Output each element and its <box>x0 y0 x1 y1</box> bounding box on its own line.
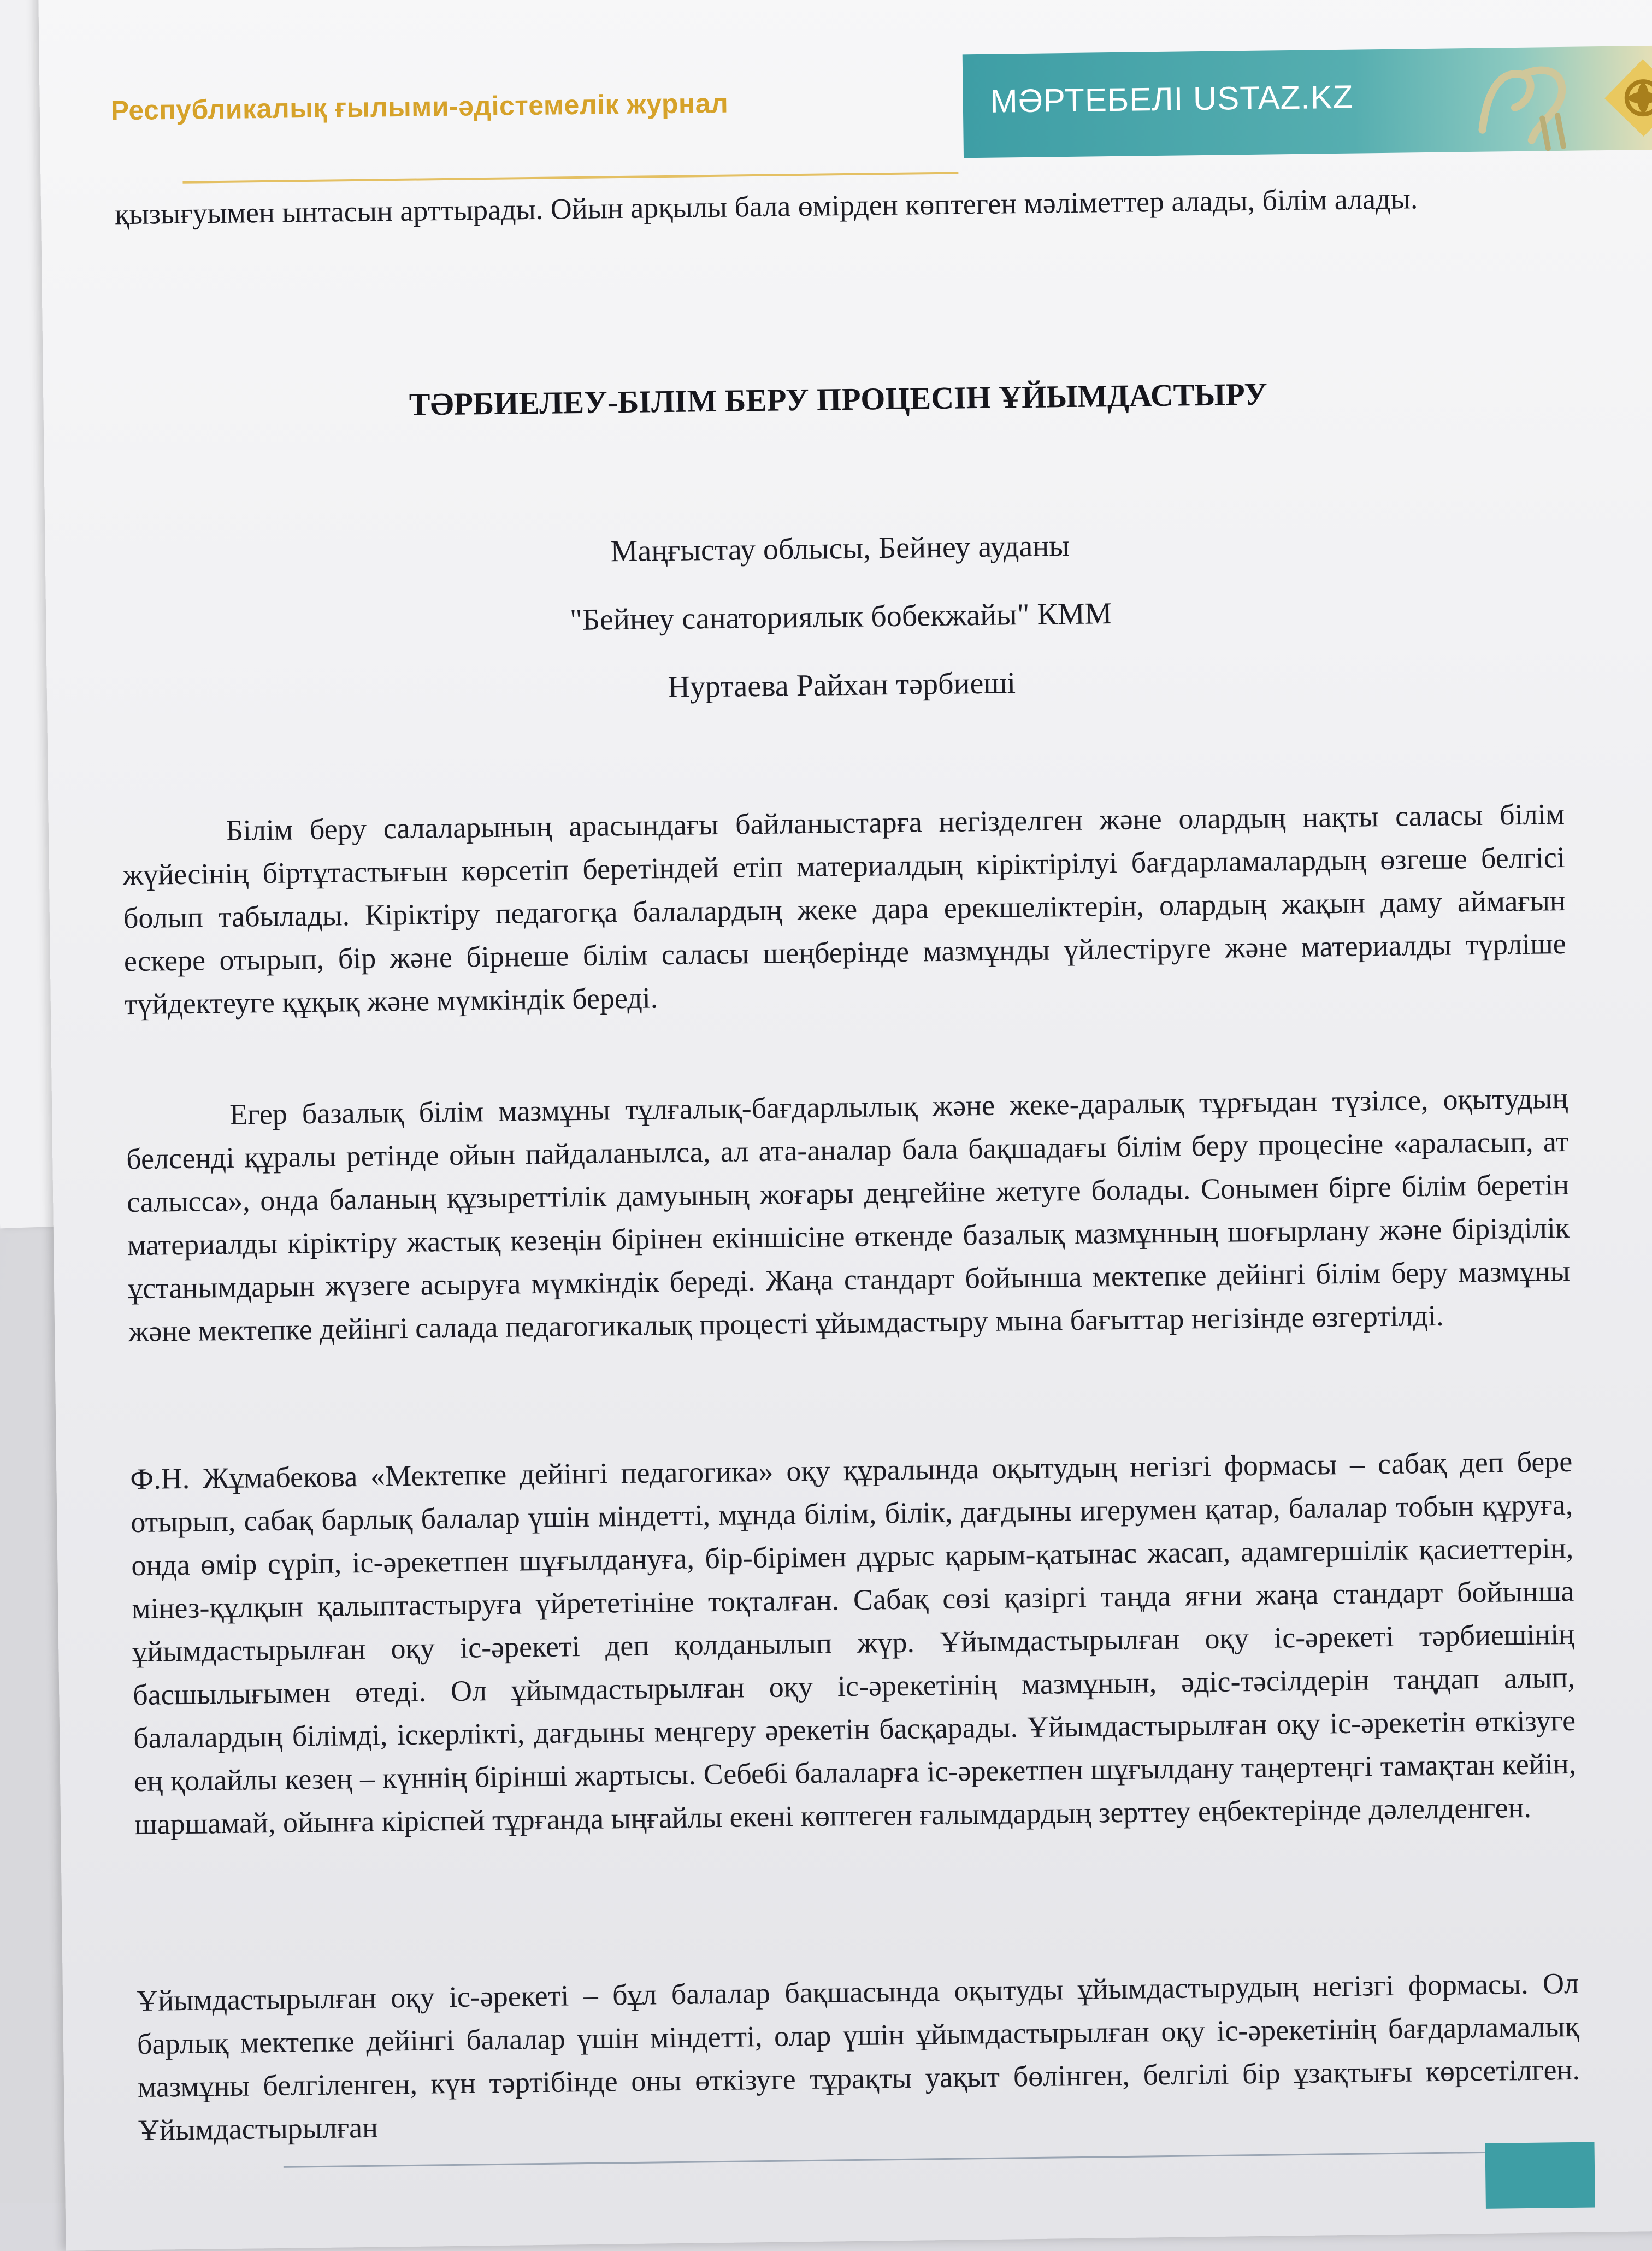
header-rule <box>182 172 958 183</box>
author-institution: "Бейнеу санаториялык бобекжайы" КММ <box>569 597 1112 638</box>
intro-paragraph: қызығуымен ынтасын арттырады. Ойын арқылы бала өмірден көптеген мәліметтер алады, білім алады. <box>114 182 1418 231</box>
article-title: ТӘРБИЕЛЕУ-БІЛІМ БЕРУ ПРОЦЕСІН ҰЙЫМДАСТЫРУ <box>409 376 1268 422</box>
journal-page <box>38 0 1652 2251</box>
kazakh-ornament-icon <box>1596 51 1652 145</box>
paragraph-1: Білім беру салаларының арасындағы байланыстарға негізделген және олардың нақты саласы білім жүйесінің біртұтастығын көрсетіп беретіндей етіп материалдың кіріктірілуі бағдарламалардың өзгеше белгісі болып табылады. Кіріктіру педагогқа балалардың жеке дара ерекшеліктерін, олардың жақын даму аймағын ескере отырып, бір және бірнеше білім саласы шеңберінде мазмұнды үйлестіруге және материалды түрліше түйдектеуге құқық және мүмкіндік береді. <box>122 797 1567 1021</box>
author-region: Маңғыстау облысы, Бейнеу ауданы <box>610 529 1070 569</box>
paragraph-3: Ф.Н. Жұмабекова «Мектепке дейінгі педагогика» оқу құралында оқытудың негізгі формасы – сабақ деп бере отырып, сабақ барлық балалар үшін міндетті, мұнда білім, білік, дағдыны игерумен қатар, балалар тобын құруға, онда өмір сүріп, іс-әрекетпен шұғылдануға, бір-бірімен дұрыс қарым-қатынас жасап, адамгершілік қасиеттерін, мінез-құлқын қалыптастыруға үйрететініне тоқталған. Сабақ сөзі қазіргі таңда яғни жаңа стандарт бойынша ұйымдастырылған оқу іс-әрекеті деп қолданылып жүр. Ұйымдастырылған оқу іс-әрекеті тәрбиешінің басшылығымен өтеді. Ол ұйымдастырылған оқу іс-әрекетінің мазмұнын, әдіс-тәсілдерін таңдап алып, балалардың білімді, іскерлікті, дағдыны меңгеру әрекетін басқарады. Ұйымдастырылған оқу іс-әрекетін өткізуге ең қолайлы кезең – күннің бірінші жартысы. Себебі балаларға іс-әрекетпен шұғылдану таңертеңгі тамақтан кейін, шаршамай, ойынға кіріспей тұрғанда ыңғайлы екені көптеген ғалымдардың зерттеу еңбектерінде дәлелденген. <box>130 1445 1577 1841</box>
journal-name: Республикалық ғылыми-әдістемелік журнал <box>110 87 729 126</box>
author-name: Нуртаева Райхан тәрбиеші <box>668 666 1016 705</box>
ustaz-monogram-icon <box>1471 52 1581 152</box>
footer-rule <box>284 2151 1540 2168</box>
brand-banner <box>963 45 1652 158</box>
paragraph-2: Егер базалық білім мазмұны тұлғалық-бағдарлылық және жеке-даралық тұрғыдан түзілсе, оқытудың белсенді құралы ретінде ойын пайдаланылса, ал ата-аналар бала бақшадағы білім беру процесіне «араласып, ат салысса», онда баланың құзыреттілік дамуының жоғары деңгейіне жетуге болады. Сонымен бірге білім беретін материалды кіріктіру жастық кезеңін бірінен екіншісіне өткенде базалық мазмұнның шоғырлану және біріздiлік ұстанымдарын жүзеге асыруға мүмкіндік береді. Жаңа стандарт бойынша мектепке дейінгі білім беру мазмұны және мектепке дейінгі салада педагогикалық процесті ұйымдастыру мына бағыттар негізінде өзгертілді. <box>126 1081 1571 1348</box>
page-number-badge <box>1485 2142 1595 2208</box>
paragraph-4: Ұйымдастырылған оқу іс-әрекеті – бұл балалар бақшасында оқытуды ұйымдастырудың негізгі формасы. Ол барлық мектепке дейінгі балалар үшін міндетті, олар үшін ұйымдастырылған оқу іс-әрекетінің бағдарламалық мазмұны белгіленген, күн тәртібінде оны өткізуге тұрақты уақыт бөлінген, белгілі бір ұзақтығы көрсетілген. Ұйымдастырылған <box>136 1966 1580 2147</box>
brand-name: МӘРТЕБЕЛІ USTAZ.KZ <box>990 78 1354 120</box>
